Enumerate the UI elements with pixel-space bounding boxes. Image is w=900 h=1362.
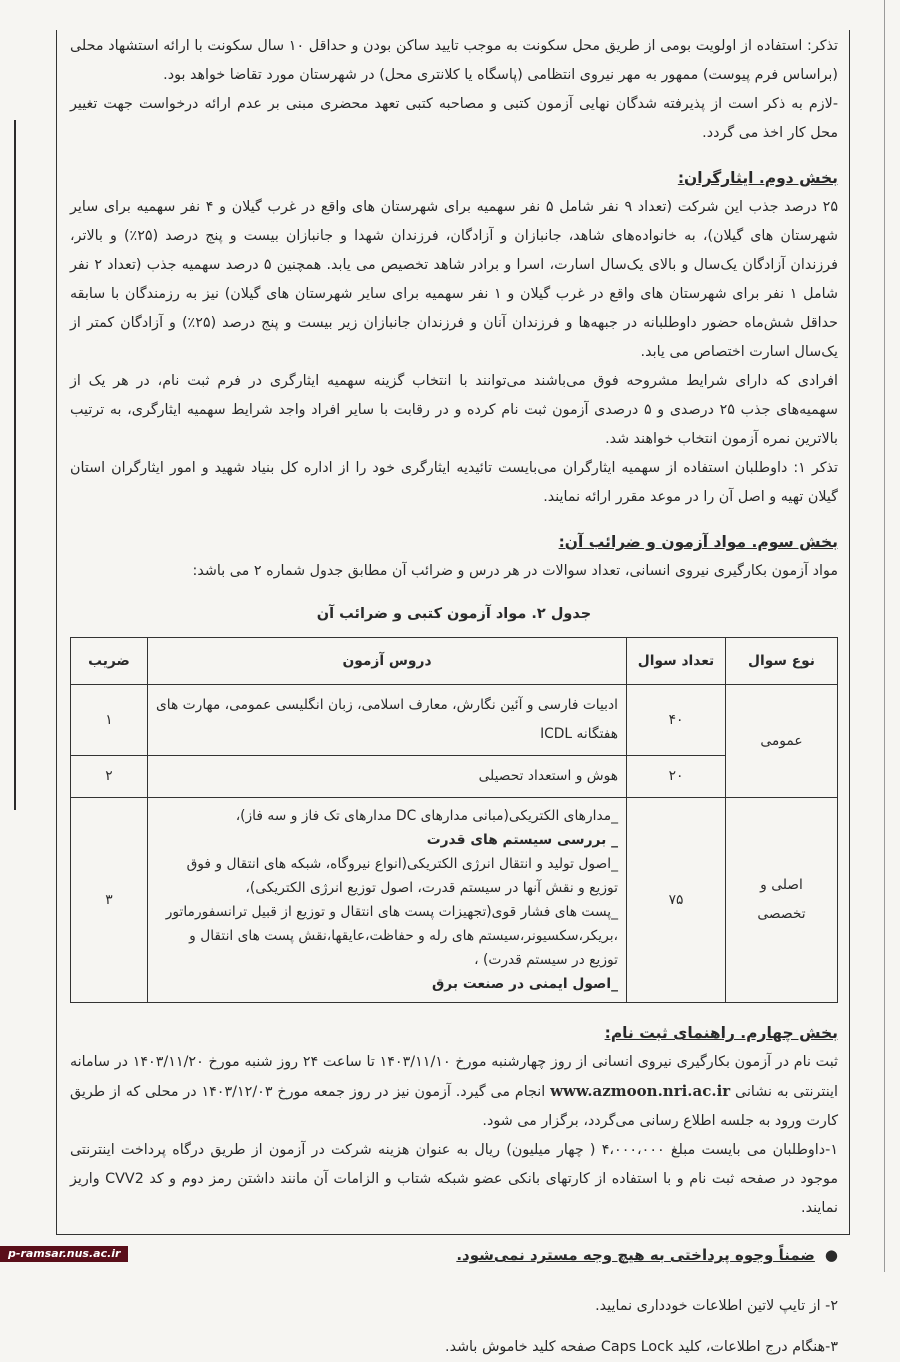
cell-coefficient: ۱ <box>71 685 148 756</box>
subject-line: _اصول ایمنی در صنعت برق <box>431 976 618 992</box>
registration-paragraph <box>70 1048 838 1136</box>
refund-notice-text: ضمناً وجوه پرداختی به هیچ وجه مسترد نمی‌شود. <box>456 1246 815 1264</box>
subject-line: _مدارهای الکتریکی(مبانی مدارهای DC مدارهای تک فاز و سه فاز)، <box>235 808 618 824</box>
intro-note: تذکر: استفاده از اولویت بومی از طریق محل سکونت به موجب تایید ساکن بودن و حداقل ۱۰ سال سکونت با ارائه استشهاد محلی (براساس فرم پیوست) ممهور به مهر نیروی انتظامی (پاسگاه یا کلانتری محل) در شهرستان مورد تقاضا خواهد بود. <box>70 38 838 83</box>
header-question-type: نوع سوال <box>726 638 838 685</box>
exam-subjects-table <box>70 637 838 1003</box>
section-3-title: بخش سوم. مواد آزمون و ضرائب آن: <box>558 533 838 551</box>
note-latin-typing: ۲- از تایپ لاتین اطلاعات خودداری نمایید. <box>595 1298 838 1314</box>
section-2-paragraph-2: افرادی که دارای شرایط مشروحه فوق می‌باشند می‌توانند با انتخاب گزینه سهمیه ایثارگری در فرم ثبت نام، در هر یک از سهمیه‌های جذب ۲۵ درصدی و ۵ درصدی آزمون ثبت نام کرده و در رقابت با سایر افراد واجد شرایط سهمیه ایثارگری، به ترتیب بالاترین نمره آزمون انتخاب خواهند شد. <box>70 373 838 447</box>
cell-count: ۲۰ <box>627 756 726 798</box>
cell-subjects: هوش و استعداد تحصیلی <box>148 756 627 798</box>
cell-count: ۴۰ <box>627 685 726 756</box>
header-coefficient: ضریب <box>71 638 148 685</box>
cell-specialized-type: اصلی و تخصصی <box>726 798 838 1003</box>
cell-subjects: ادبیات فارسی و آئین نگارش، معارف اسلامی، زبان انگلیسی عمومی، مهارت های هفتگانه ICDL <box>148 685 627 756</box>
bullet-icon: ● <box>824 1246 838 1264</box>
cell-coefficient: ۳ <box>71 798 148 1003</box>
cell-count: ۷۵ <box>627 798 726 1003</box>
table-header-row <box>71 638 838 685</box>
intro-note-2: -لازم به ذکر است از پذیرفته شدگان نهایی آزمون کتبی و مصاحبه کتبی تعهد محضری مبنی بر عدم ارائه درخواست جهت تغییر محل کار اخذ می گردد. <box>70 96 838 141</box>
subject-line: _پست های فشار قوی(تجهیزات پست های انتقال و توزیع از قبیل ترانسفورماتور ،بریکر،سکسیونر،سیستم های رله و حفاظت،عایقها،نقش پست های انتقال و توزیع در سیستم قدرت) ، <box>165 904 618 968</box>
subject-line: _اصول تولید و انتقال انرژی الکتریکی(انواع نیروگاه، شبکه های انتقال و فوق توزیع و نقش آنها در سیستم قدرت، اصول توزیع انرژی الکتریکی)، <box>186 856 618 896</box>
table-row <box>71 756 838 798</box>
document-body <box>70 32 838 1362</box>
header-question-count: تعداد سوال <box>627 638 726 685</box>
table-row <box>71 798 838 1003</box>
section-2-note: تذکر ۱: داوطلبان استفاده از سهمیه ایثارگران می‌بایست تائیدیه ایثارگری خود را از اداره کل بنیاد شهید و امور ایثارگران استان گیلان تهیه و اصل آن را در موعد مقرر ارائه نمایند. <box>70 460 838 505</box>
refund-notice <box>70 1241 838 1270</box>
scan-edge-line-right <box>884 0 885 1272</box>
cell-specialized-subjects <box>148 798 627 1003</box>
header-subjects: دروس آزمون <box>148 638 627 685</box>
section-2-paragraph-1: ۲۵ درصد جذب این شرکت (تعداد ۹ نفر شامل ۵ نفر سهمیه برای شهرستان های واقع در غرب گیلان و ۴ نفر سهمیه برای سایر شهرستان های گیلان)، به خانواده‌های شاهد، جانبازان و آزادگان، فرزندان شهدا و جانبازان بیست و پنج درصد (۲۵٪) و بالاتر، فرزندان آزادگان یک‌سال و بالای یک‌سال اسارت، اسرا و برادر شاهد تخصیص می یابد. همچنین ۵ درصد سهمیه جذب (تعداد ۲ نفر شامل ۱ نفر برای شهرستان های واقع در غرب گیلان و ۱ نفر سهمیه برای سایر شهرستان های گیلان) نیز به رزمندگان با سابقه حداقل شش‌ماه حضور داوطلبانه در جبهه‌ها و فرزندان آنان و فرزندان جانبازان زیر بیست و پنج درصد (۲۵٪) و آزادگان کمتر از یک‌سال اسارت اختصاص می یابد. <box>70 199 838 360</box>
registration-text-a: ثبت نام در آزمون بکارگیری نیروی انسانی از روز چهارشنبه مورخ ۱۴۰۳/۱۱/۱۰ تا ساعت ۲۴ روز شنبه مورخ ۱۴۰۳/۱۱/۲۰ در سامانه اینترنتی به نشانی <box>70 1054 839 1100</box>
cell-coefficient: ۲ <box>71 756 148 798</box>
payment-paragraph: ۱-داوطلبان می بایست مبلغ ۴،۰۰۰،۰۰۰ ( چهار میلیون) ریال به عنوان هزینه شرکت در آزمون از طریق درگاه پرداخت اینترنتی موجود در صفحه ثبت نام و با استفاده از کارتهای بانکی عضو شبکه شتاب و الزامات آن مانند داشتن رمز دوم و کد CVV2 واریز نمایند. <box>70 1142 838 1216</box>
cell-general-type: عمومی <box>726 685 838 798</box>
note-caps-lock: ۳-هنگام درج اطلاعات، کلید Caps Lock صفحه کلید خاموش باشد. <box>445 1339 838 1355</box>
website-link[interactable]: www.azmoon.nri.ac.ir <box>550 1082 731 1100</box>
subject-line: _ بررسی سیستم های قدرت <box>426 832 618 848</box>
registration-text-b: انجام می گیرد. آزمون نیز در روز جمعه مورخ ۱۴۰۳/۱۲/۰۳ در محلی که از طریق کارت ورود به جلسه اطلاع رسانی می‌گردد، برگزار می شود. <box>70 1084 838 1129</box>
table-caption: جدول ۲. مواد آزمون کتبی و ضرائب آن <box>316 606 592 622</box>
section-2-title: بخش دوم. ایثارگران: <box>677 169 838 187</box>
footer-site-badge[interactable]: p-ramsar.nus.ac.ir <box>0 1246 128 1262</box>
table-row <box>71 685 838 756</box>
section-4-title: بخش چهارم. راهنمای ثبت نام: <box>604 1024 838 1042</box>
scan-edge-line <box>14 120 16 810</box>
section-3-paragraph: مواد آزمون بکارگیری نیروی انسانی، تعداد سوالات در هر درس و ضرائب آن مطابق جدول شماره ۲ می باشد: <box>192 563 838 579</box>
